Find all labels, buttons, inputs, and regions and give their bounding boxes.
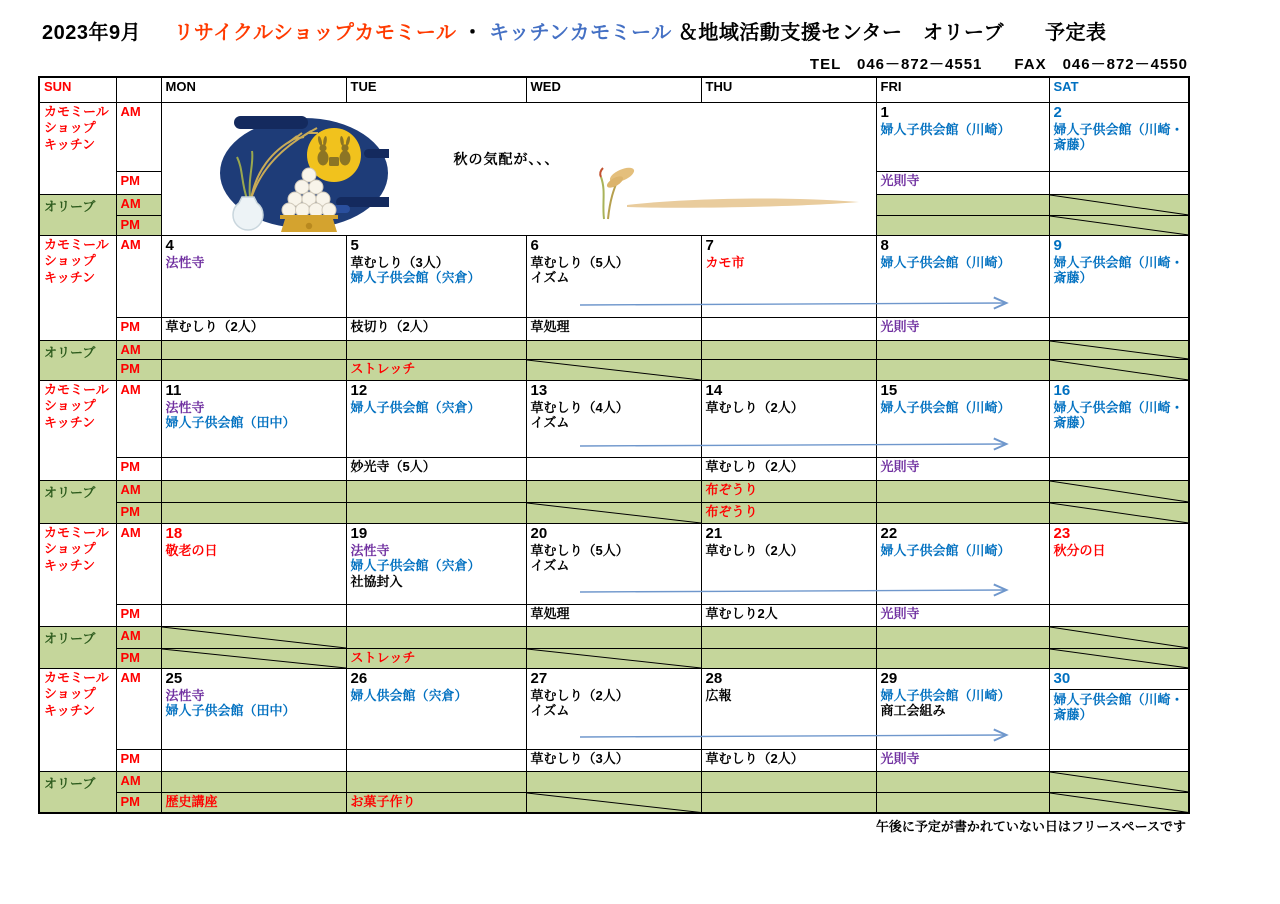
row-label-olive: オリーブ <box>39 480 116 523</box>
cell-week4-wed-olive-pm <box>526 648 701 668</box>
day-number: 23 <box>1053 524 1071 542</box>
cell-week1-fri-am <box>876 102 1049 171</box>
cell-week4-thu-am <box>701 523 876 604</box>
cell-week5-fri-pm <box>876 749 1049 771</box>
olive-event-text: 布ぞうり <box>705 503 758 519</box>
cell-week4-mon-olive-am <box>161 626 346 648</box>
am-label: AM <box>116 380 161 457</box>
cell-week4-tue-am <box>346 523 526 604</box>
event-text: 婦人子供会館（宍倉） <box>350 558 481 574</box>
cell-week5-thu-pm <box>701 749 876 771</box>
cell-week4-mon-pm <box>161 604 346 626</box>
cell-week2-tue-am <box>346 235 526 317</box>
day-number: 14 <box>705 381 723 399</box>
cell-week3-sat-olive-am <box>1049 480 1189 502</box>
cell-week3-fri-am <box>876 380 1049 457</box>
row-label-olive: オリーブ <box>39 340 116 380</box>
crossed-out-line <box>527 649 701 668</box>
crossed-out-line <box>1050 360 1189 380</box>
event-text: 婦人子供会館（川崎） <box>880 254 1011 270</box>
cell-week5-thu-am <box>701 668 876 749</box>
event-text: 草むしり（2人） <box>705 458 804 474</box>
day-number: 20 <box>530 524 548 542</box>
row-label-line: カモミール <box>44 236 109 252</box>
event-text: 草処理 <box>530 318 570 334</box>
cell-week1-sat-am <box>1049 102 1189 171</box>
day-number: 8 <box>880 236 889 254</box>
event-text: 婦人子供会館（川崎・斎藤） <box>1053 399 1184 431</box>
am-label: AM <box>116 480 161 502</box>
cell-week3-thu-olive-am <box>701 480 876 502</box>
crossed-out-line <box>162 649 346 668</box>
row-label-line: ショップ <box>44 398 96 414</box>
pm-label: PM <box>116 749 161 771</box>
event-text: 草むしり（2人） <box>705 399 804 415</box>
crossed-out-line <box>1050 627 1189 648</box>
cell-week3-wed-olive-pm <box>526 502 701 523</box>
header-sat: SAT <box>1049 77 1189 102</box>
day-number: 6 <box>530 236 539 254</box>
event-text: 婦人子供会館（宍倉） <box>350 270 481 286</box>
cell-week3-sat-am <box>1049 380 1189 457</box>
row-label-camomile-shop-kitchen <box>39 102 116 194</box>
title-kitchen: キッチンカモミール <box>489 22 672 44</box>
row-label-line: ショップ <box>44 541 96 557</box>
cell-week5-fri-olive-pm <box>876 792 1049 813</box>
cell-week2-fri-olive-am <box>876 340 1049 359</box>
cell-week5-mon-am <box>161 668 346 749</box>
row-label-camomile-shop-kitchen <box>39 380 116 480</box>
pm-label: PM <box>116 359 161 380</box>
event-text: 草むしり2人 <box>705 605 778 621</box>
day-number: 4 <box>165 236 174 254</box>
footer-note: 午後に予定が書かれていない日はフリースペースです <box>875 819 1186 834</box>
row-label-line: ショップ <box>44 253 96 269</box>
cell-week4-mon-am <box>161 523 346 604</box>
crossed-out-line <box>527 360 701 380</box>
cell-week4-fri-olive-pm <box>876 648 1049 668</box>
cell-week4-wed-pm <box>526 604 701 626</box>
event-text: 草むしり（2人） <box>530 687 629 703</box>
event-text: 婦人子供会館（川崎・斎藤） <box>1053 121 1184 153</box>
day-number: 27 <box>530 669 548 687</box>
am-label: AM <box>116 340 161 359</box>
event-text: 婦人子供会館（川崎・斎藤） <box>1053 254 1184 286</box>
cell-week2-wed-pm <box>526 317 701 340</box>
olive-event-text: 歴史講座 <box>165 793 218 809</box>
cell-week2-thu-olive-am <box>701 340 876 359</box>
cell-week5-tue-pm <box>346 749 526 771</box>
am-label: AM <box>116 194 161 215</box>
pm-label: PM <box>116 171 161 194</box>
header-tue: TUE <box>346 77 526 102</box>
event-text: 草むしり（5人） <box>530 542 629 558</box>
contact-info: TEL 046－872－4551 FAX 046－872－4550 <box>809 56 1188 73</box>
cell-week5-wed-pm <box>526 749 701 771</box>
event-text: 草むしり（2人） <box>165 318 264 334</box>
day-number: 21 <box>705 524 723 542</box>
cell-week5-thu-olive-pm <box>701 792 876 813</box>
day-number: 29 <box>880 669 898 687</box>
susuki-decor-illustration <box>582 165 867 223</box>
cell-week3-wed-am <box>526 380 701 457</box>
cell-week2-tue-olive-pm <box>346 359 526 380</box>
event-text: 法性寺 <box>165 254 205 270</box>
row-label-line: キッチン <box>44 137 96 153</box>
cell-week5-wed-olive-am <box>526 771 701 792</box>
cell-week5-mon-olive-pm <box>161 792 346 813</box>
cell-week3-fri-pm <box>876 457 1049 480</box>
cell-week4-wed-am <box>526 523 701 604</box>
day-number: 11 <box>165 381 182 399</box>
pm-label: PM <box>116 317 161 340</box>
row-label-olive: オリーブ <box>39 626 116 668</box>
event-text: 草むしり（4人） <box>530 399 629 415</box>
event-text: 草むしり（5人） <box>530 254 629 270</box>
cell-week3-mon-pm <box>161 457 346 480</box>
title-suffix: ＆地域活動支援センター オリーブ 予定表 <box>677 22 1107 44</box>
row-label-line: キッチン <box>44 703 96 719</box>
pm-label: PM <box>116 648 161 668</box>
cell-week3-tue-am <box>346 380 526 457</box>
day-number: 18 <box>165 524 183 542</box>
cell-week4-mon-olive-pm <box>161 648 346 668</box>
schedule-table <box>38 76 1190 814</box>
event-text: 婦人子供会館（川崎・斎藤） <box>1053 691 1184 723</box>
header-spacer <box>116 77 161 102</box>
cell-week5-tue-am <box>346 668 526 749</box>
event-text: 草むしり（2人） <box>705 750 804 766</box>
day-number: 25 <box>165 669 183 687</box>
title-separator: ・ <box>462 22 484 44</box>
pm-label: PM <box>116 215 161 235</box>
cell-week3-wed-olive-am <box>526 480 701 502</box>
cell-week5-fri-am <box>876 668 1049 749</box>
title-date: 2023年9月 <box>42 22 142 44</box>
cell-week2-tue-olive-am <box>346 340 526 359</box>
day-number: 13 <box>530 381 548 399</box>
cell-week2-sat-pm <box>1049 317 1189 340</box>
olive-event-text: 布ぞうり <box>705 481 758 497</box>
event-text: 光則寺 <box>880 172 920 188</box>
event-text: 広報 <box>705 687 732 703</box>
cell-week4-sat-am <box>1049 523 1189 604</box>
event-text: 社協封入 <box>350 573 403 589</box>
event-text: 商工会組み <box>880 703 946 719</box>
cell-week4-sat-pm <box>1049 604 1189 626</box>
header-thu: THU <box>701 77 876 102</box>
row-label-line: カモミール <box>44 103 109 119</box>
am-label: AM <box>116 102 161 171</box>
row-label-line: ショップ <box>44 120 96 136</box>
cell-week2-mon-olive-pm <box>161 359 346 380</box>
cell-week2-thu-pm <box>701 317 876 340</box>
cell-week3-thu-olive-pm <box>701 502 876 523</box>
day-number: 12 <box>350 381 368 399</box>
cell-week3-mon-am <box>161 380 346 457</box>
cell-week3-wed-pm <box>526 457 701 480</box>
row-label-olive: オリーブ <box>39 194 116 235</box>
cell-week2-thu-olive-pm <box>701 359 876 380</box>
event-text: イズム <box>530 415 570 431</box>
cell-week1-fri-olive-am <box>876 194 1049 215</box>
am-label: AM <box>116 235 161 317</box>
cell-week2-wed-am <box>526 235 701 317</box>
cell-week3-thu-pm <box>701 457 876 480</box>
cell-week5-sat-am <box>1049 668 1189 749</box>
cell-week5-sat-pm <box>1049 749 1189 771</box>
cell-week1-sat-pm <box>1049 171 1189 194</box>
day-number: 22 <box>880 524 898 542</box>
cell-week4-tue-pm <box>346 604 526 626</box>
cell-week1-fri-olive-pm <box>876 215 1049 235</box>
cell-week4-sat-olive-am <box>1049 626 1189 648</box>
cell-week4-tue-olive-am <box>346 626 526 648</box>
crossed-out-line <box>1050 793 1189 813</box>
crossed-out-line <box>1050 481 1189 502</box>
cell-week2-fri-olive-pm <box>876 359 1049 380</box>
day-number: 2 <box>1053 103 1062 121</box>
cell-week3-tue-pm <box>346 457 526 480</box>
crossed-out-line <box>1050 195 1189 215</box>
cell-week2-mon-olive-am <box>161 340 346 359</box>
row-label-line: カモミール <box>44 524 109 540</box>
cell-week3-mon-olive-pm <box>161 502 346 523</box>
cell-week4-fri-pm <box>876 604 1049 626</box>
cell-week3-sat-olive-pm <box>1049 502 1189 523</box>
week1-art-cell <box>161 102 876 235</box>
event-text: 婦人子供会館（川崎） <box>880 121 1011 137</box>
event-text: 婦人供会館（宍倉） <box>350 687 468 703</box>
event-text: 光則寺 <box>880 750 920 766</box>
am-label: AM <box>116 523 161 604</box>
title-recycle-shop: リサイクルショップカモミール <box>173 22 457 44</box>
cell-week2-sat-olive-pm <box>1049 359 1189 380</box>
cell-week2-wed-olive-am <box>526 340 701 359</box>
cell-week3-tue-olive-am <box>346 480 526 502</box>
event-text: カモ市 <box>705 254 745 270</box>
cell-week5-sat-olive-pm <box>1049 792 1189 813</box>
event-text: 光則寺 <box>880 458 920 474</box>
cell-week4-tue-olive-pm <box>346 648 526 668</box>
crossed-out-line <box>527 793 701 813</box>
event-text: 婦人子供会館（田中） <box>165 703 296 719</box>
event-text: 法性寺 <box>350 542 390 558</box>
cell-week5-wed-olive-pm <box>526 792 701 813</box>
cell-week4-fri-olive-am <box>876 626 1049 648</box>
page-title <box>42 16 1107 45</box>
day-number: 16 <box>1053 381 1071 399</box>
event-text: イズム <box>530 270 570 286</box>
day-number: 19 <box>350 524 368 542</box>
crossed-out-line <box>1050 772 1189 792</box>
cell-week4-fri-am <box>876 523 1049 604</box>
am-label: AM <box>116 626 161 648</box>
crossed-out-line <box>1050 503 1189 523</box>
cell-week4-thu-olive-am <box>701 626 876 648</box>
event-text: イズム <box>530 558 570 574</box>
day-number: 7 <box>705 236 714 254</box>
event-text: 草処理 <box>530 605 570 621</box>
cell-week4-thu-olive-pm <box>701 648 876 668</box>
pm-label: PM <box>116 457 161 480</box>
cell-week2-sat-olive-am <box>1049 340 1189 359</box>
header-fri: FRI <box>876 77 1049 102</box>
event-text: 草むしり（3人） <box>530 750 629 766</box>
am-label: AM <box>116 668 161 749</box>
event-text: 枝切り（2人） <box>350 318 436 334</box>
day-number: 30 <box>1050 670 1189 690</box>
cell-week2-tue-pm <box>346 317 526 340</box>
pm-label: PM <box>116 604 161 626</box>
cell-week3-sat-pm <box>1049 457 1189 480</box>
olive-event-text: ストレッチ <box>350 360 416 376</box>
row-label-line: キッチン <box>44 270 96 286</box>
event-text: 婦人子供会館（川崎） <box>880 542 1011 558</box>
cell-week4-sat-olive-pm <box>1049 648 1189 668</box>
cell-week3-thu-am <box>701 380 876 457</box>
cell-week3-fri-olive-am <box>876 480 1049 502</box>
day-number: 15 <box>880 381 898 399</box>
tsukimi-illustration <box>214 111 389 233</box>
event-text: 婦人子供会館（川崎） <box>880 399 1011 415</box>
row-label-olive: オリーブ <box>39 771 116 813</box>
event-text: 法性寺 <box>165 687 205 703</box>
cell-week4-wed-olive-am <box>526 626 701 648</box>
crossed-out-line <box>1050 216 1189 235</box>
row-label-line: カモミール <box>44 381 109 397</box>
cell-week5-fri-olive-am <box>876 771 1049 792</box>
olive-event-text: お菓子作り <box>350 793 416 809</box>
cell-week5-thu-olive-am <box>701 771 876 792</box>
cell-week2-mon-pm <box>161 317 346 340</box>
header-mon: MON <box>161 77 346 102</box>
cell-week5-wed-am <box>526 668 701 749</box>
header-wed: WED <box>526 77 701 102</box>
cell-week3-fri-olive-pm <box>876 502 1049 523</box>
am-label: AM <box>116 771 161 792</box>
row-label-camomile-shop-kitchen <box>39 668 116 771</box>
cell-week2-mon-am <box>161 235 346 317</box>
cell-week1-sat-olive-pm <box>1049 215 1189 235</box>
cell-week5-tue-olive-pm <box>346 792 526 813</box>
day-number: 26 <box>350 669 368 687</box>
row-label-camomile-shop-kitchen <box>39 235 116 340</box>
event-text: 草むしり（3人） <box>350 254 449 270</box>
week1-caption: 秋の気配が、、、 <box>453 150 560 167</box>
event-text: 婦人子供会館（川崎） <box>880 687 1011 703</box>
day-number: 5 <box>350 236 359 254</box>
row-label-line: ショップ <box>44 686 96 702</box>
cell-week5-tue-olive-am <box>346 771 526 792</box>
event-text: 草むしり（2人） <box>705 542 804 558</box>
crossed-out-line <box>1050 341 1189 359</box>
event-text: 光則寺 <box>880 318 920 334</box>
cell-week5-sat-olive-am <box>1049 771 1189 792</box>
event-text: 敬老の日 <box>165 542 218 558</box>
event-text: 法性寺 <box>165 399 205 415</box>
day-number: 9 <box>1053 236 1062 254</box>
event-text: 秋分の日 <box>1053 542 1106 558</box>
event-text: 妙光寺（5人） <box>350 458 436 474</box>
cell-week2-thu-am <box>701 235 876 317</box>
day-number: 28 <box>705 669 723 687</box>
cell-week3-mon-olive-am <box>161 480 346 502</box>
cell-week1-sat-olive-am <box>1049 194 1189 215</box>
crossed-out-line <box>527 503 701 523</box>
event-text: 婦人子供会館（宍倉） <box>350 399 481 415</box>
cell-week4-thu-pm <box>701 604 876 626</box>
event-text: 光則寺 <box>880 605 920 621</box>
row-label-line: キッチン <box>44 415 96 431</box>
crossed-out-line <box>1050 649 1189 668</box>
crossed-out-line <box>162 627 346 648</box>
cell-week2-sat-am <box>1049 235 1189 317</box>
cell-week1-fri-pm <box>876 171 1049 194</box>
cell-week5-mon-olive-am <box>161 771 346 792</box>
cell-week5-mon-pm <box>161 749 346 771</box>
event-text: 婦人子供会館（田中） <box>165 415 296 431</box>
cell-week2-fri-pm <box>876 317 1049 340</box>
pm-label: PM <box>116 502 161 523</box>
row-label-line: カモミール <box>44 669 109 685</box>
pm-label: PM <box>116 792 161 813</box>
olive-event-text: ストレッチ <box>350 649 416 665</box>
row-label-line: キッチン <box>44 558 96 574</box>
cell-week3-tue-olive-pm <box>346 502 526 523</box>
cell-week2-fri-am <box>876 235 1049 317</box>
day-number: 1 <box>880 103 889 121</box>
header-sun: SUN <box>39 77 116 102</box>
event-text: イズム <box>530 703 570 719</box>
cell-week2-wed-olive-pm <box>526 359 701 380</box>
row-label-camomile-shop-kitchen <box>39 523 116 626</box>
